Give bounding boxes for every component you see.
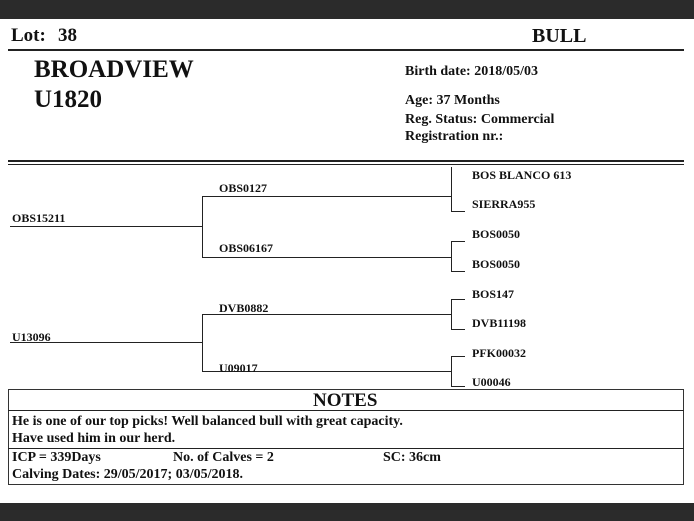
dam-sire-name: DVB0882 [219,301,269,315]
notes-line-2: Have used him in our herd. [12,431,176,446]
sire-sire-name: OBS0127 [219,181,268,195]
sire-name: OBS15211 [12,211,66,225]
notes-line-1: He is one of our top picks! Well balanced bull with great capacity. [12,414,403,429]
dam-dam-name: U09017 [219,361,258,375]
dam-name: U13096 [12,330,51,344]
ancestor-7: PFK00032 [472,346,526,360]
calving-dates: Calving Dates: 29/05/2017; 03/05/2018. [12,467,243,482]
sire-dam-name: OBS06167 [219,241,274,255]
calves-count: No. of Calves = 2 [173,450,274,465]
lot-label: Lot: [11,25,46,46]
sex-label: BULL [532,25,587,47]
animal-id: U1820 [34,86,103,113]
header-rule [8,49,684,51]
scrotal-circumference: SC: 36cm [383,450,441,465]
age: Age: 37 Months [405,93,500,108]
ancestor-5: BOS147 [472,287,515,301]
lot-number: 38 [58,25,77,46]
ancestor-6: DVB11198 [472,316,527,330]
reg-status: Reg. Status: Commercial [405,112,555,127]
animal-name: BROADVIEW [34,56,194,83]
ancestor-1: BOS BLANCO 613 [472,168,572,182]
icp-value: ICP = 339Days [12,450,101,465]
ancestor-3: BOS0050 [472,227,521,241]
section-rule-bottom [8,164,684,165]
ancestor-8: U00046 [472,375,511,389]
birth-date: Birth date: 2018/05/03 [405,64,538,79]
sale-catalog-page [0,19,694,503]
registration-number: Registration nr.: [405,129,504,144]
ancestor-4: BOS0050 [472,257,521,271]
section-rule-top [8,160,684,162]
ancestor-2: SIERRA955 [472,197,536,211]
notes-body-rule [8,448,684,449]
notes-title: NOTES [313,390,378,411]
